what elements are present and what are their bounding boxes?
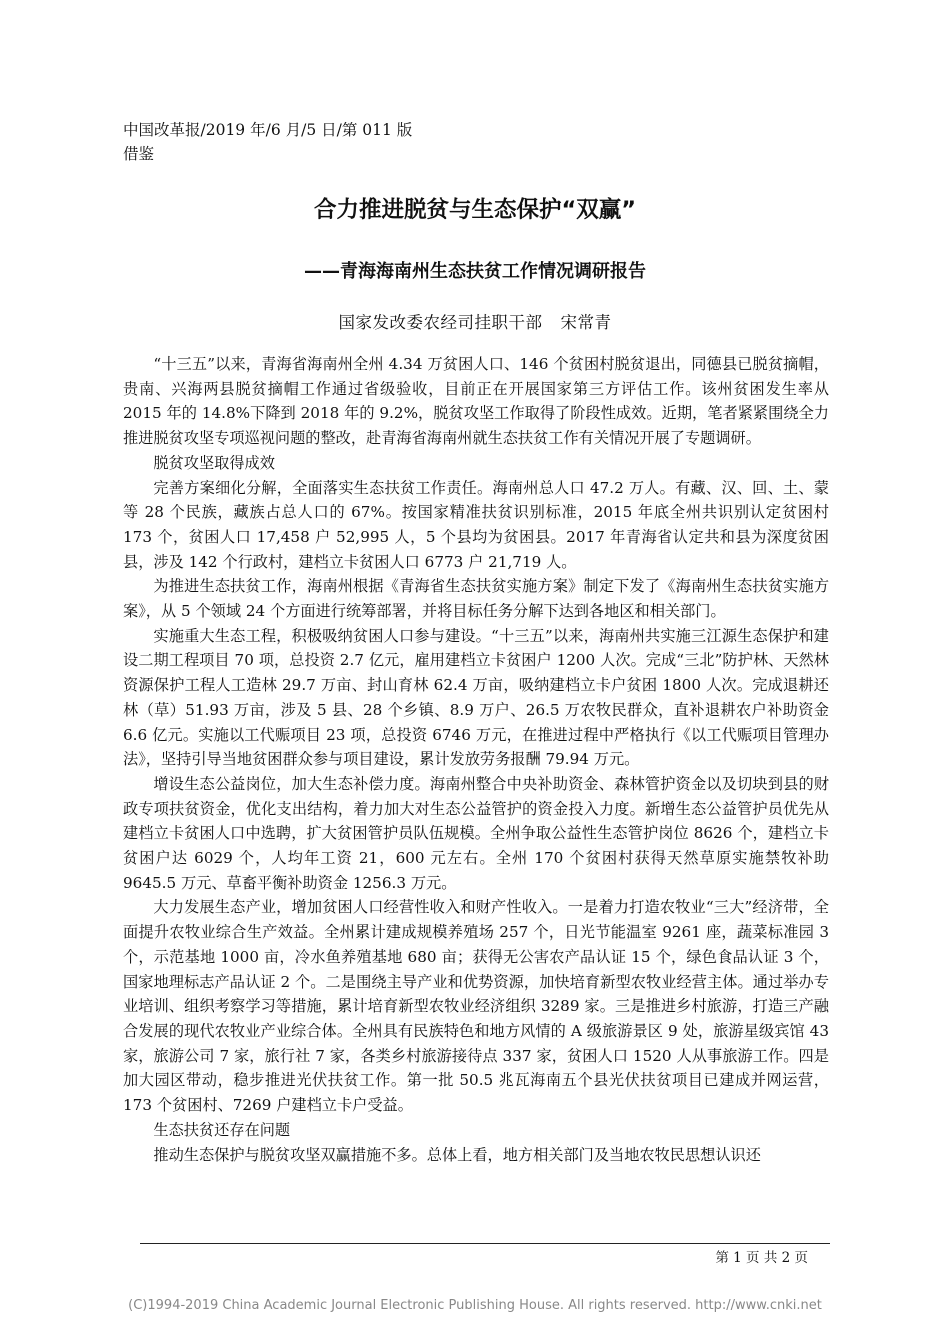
paragraph: 为推进生态扶贫工作，海南州根据《青海省生态扶贫实施方案》制定下发了《海南州生态扶贫实施方案》，从 5 个领域 24 个方面进行统筹部署，并将目标任务分解下达到各地区和相关部门。 <box>123 577 829 621</box>
article-title: 合力推进脱贫与生态保护“双赢” <box>313 197 637 223</box>
source-header <box>123 118 412 166</box>
footer-divider <box>140 1243 830 1244</box>
author-organization: 国家发改委农经司挂职干部 <box>338 313 543 332</box>
publication-source: 中国改革报/2019 年/6 月/5 日/第 011 版 <box>123 121 413 139</box>
paragraph: 推动生态保护与脱贫攻坚双赢措施不多。总体上看，地方相关部门及当地农牧民思想认识还 <box>153 1145 761 1164</box>
copyright-watermark: (C)1994-2019 China Academic Journal Electronic Publishing House. All rights reserved. http://www.cnki.net <box>128 1298 822 1313</box>
section-heading: 生态扶贫还存在问题 <box>153 1120 291 1139</box>
paragraph: 增设生态公益岗位，加大生态补偿力度。海南州整合中央补助资金、森林管护资金以及切块到县的财政专项扶贫资金，优化支出结构，着力加大对生态公益管护的资金投入力度。新增生态公益管护员优先从建档立卡贫困人口中选聘，扩大贫困管护员队伍规模。全州争取公益性生态管护岗位 8626 个，建档立卡贫困户达 6029 个，人均年工资 21，600 元左右。全州 170 个贫困村获得天然草原实施禁牧补助 9645.5 万元、草畜平衡补助资金 1256.3 万元。 <box>123 774 829 892</box>
article-body <box>123 352 829 1167</box>
page-number: 第 1 页 共 2 页 <box>715 1250 808 1266</box>
paragraph: 大力发展生态产业，增加贫困人口经营性收入和财产性收入。一是着力打造农牧业“三大”经济带，全面提升农牧业综合生产效益。全州累计建成规模养殖场 257 个，日光节能温室 9261 座，蔬菜标准园 3 个，示范基地 1000 亩，冷水鱼养殖基地 680 亩；获得无公害农产品认证 15 个，绿色食品认证 3 个，国家地理标志产品认证 2 个。二是围绕主导产业和优势资源，加快培育新型农牧业经营主体。通过举办专业培训、组织考察学习等措施，累计培育新型农牧业经济组织 3289 家。三是推进乡村旅游，打造三产融合发展的现代农牧业产业综合体。全州具有民族特色和地方风情的 A 级旅游景区 9 处，旅游星级宾馆 43 家，旅游公司 7 家，旅行社 7 家，各类乡村旅游接待点 337 家，贫困人口 1520 人从事旅游工作。四是加大园区带动，稳步推进光伏扶贫工作。第一批 50.5 兆瓦海南五个县光伏扶贫项目已建成并网运营，173 个贫困村、7269 户建档立卡户受益。 <box>123 898 829 1115</box>
section-heading: 脱贫攻坚取得成效 <box>153 453 275 472</box>
paragraph: “十三五”以来，青海省海南州全州 4.34 万贫困人口、146 个贫困村脱贫退出，同德县已脱贫摘帽，贵南、兴海两县脱贫摘帽工作通过省级验收，目前正在开展国家第三方评估工作。该州贫困发生率从 2015 年的 14.8%下降到 2018 年的 9.2%，脱贫攻坚工作取得了阶段性成效。近期，笔者紧紧围绕全力推进脱贫攻坚专项巡视问题的整改，赴青海省海南州就生态扶贫工作有关情况开展了专题调研。 <box>123 355 829 448</box>
article-subtitle: ——青海海南州生态扶贫工作情况调研报告 <box>304 261 646 282</box>
author-byline <box>0 309 950 333</box>
paragraph: 完善方案细化分解，全面落实生态扶贫工作责任。海南州总人口 47.2 万人。有藏、汉、回、土、蒙等 28 个民族，藏族占总人口的 67%。按国家精准扶贫识别标准，2015 年底全州共识别认定贫困村 173 个，贫困人口 17,458 户 52,995 人，5 个县均为贫困县。2017 年青海省认定共和县为深度贫困县，涉及 142 个行政村，建档立卡贫困人口 6773 户 21,719 人。 <box>123 478 829 571</box>
paragraph: 实施重大生态工程，积极吸纳贫困人口参与建设。“十三五”以来，海南州共实施三江源生态保护和建设二期工程项目 70 项，总投资 2.7 亿元，雇用建档立卡贫困户 1200 人次。完成“三北”防护林、天然林资源保护工程人工造林 29.7 万亩、封山育林 62.4 万亩，吸纳建档立卡户贫困 1800 人次。完成退耕还林（草）51.93 万亩，涉及 5 县、28 个乡镇、8.9 万户、26.5 万农牧民群众，直补退耕农户补助资金 6.6 亿元。实施以工代赈项目 23 项，总投资 6746 万元，在推进过程中严格执行《以工代赈项目管理办法》，坚持引导当地贫困群众参与项目建设，累计发放劳务报酬 79.94 万元。 <box>123 626 829 769</box>
author-name: 宋常青 <box>560 313 612 332</box>
column-name: 借鉴 <box>123 145 155 163</box>
